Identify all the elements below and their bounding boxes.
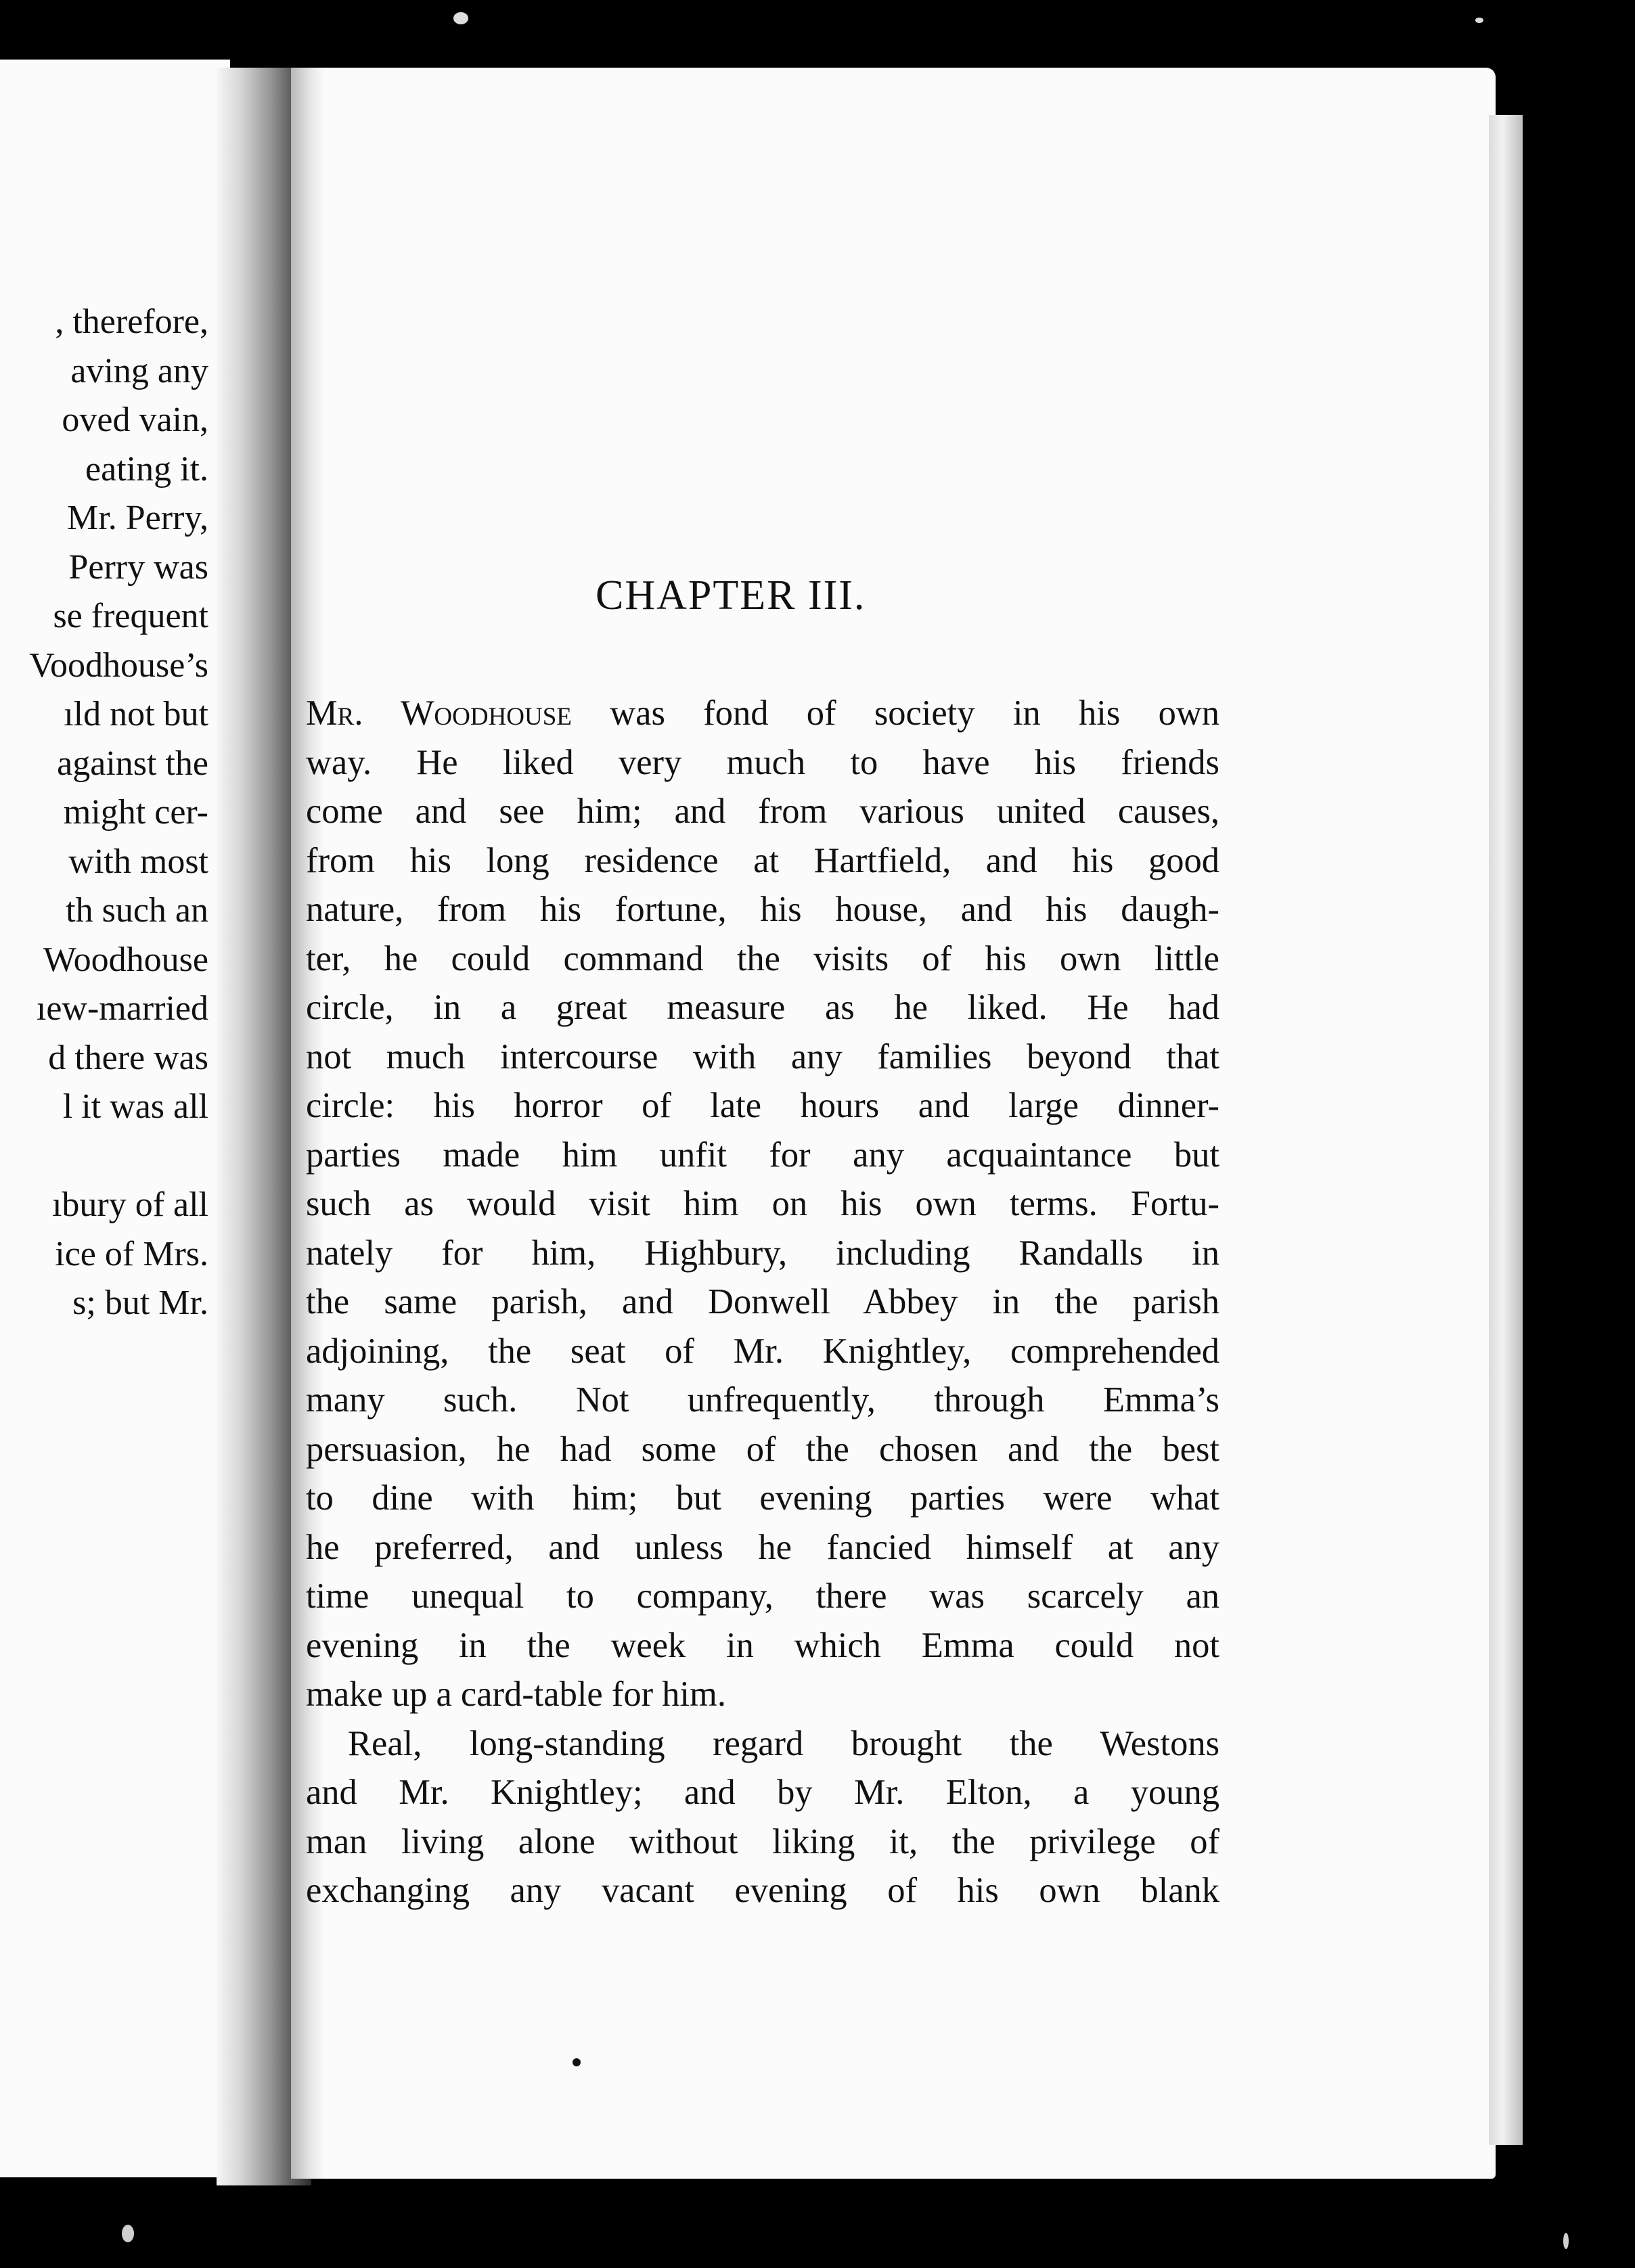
scan-speck: [1563, 2233, 1569, 2249]
left-line: ice of Mrs.: [55, 1234, 208, 1273]
left-line: se frequent: [53, 597, 208, 635]
left-line: Woodhouse: [43, 940, 208, 979]
body-line: he preferred, and unless he fancied himself at any: [306, 1527, 1219, 1567]
left-line: aving any: [70, 351, 208, 390]
body-line: circle, in a great measure as he liked. He had: [306, 988, 1219, 1027]
chapter-body: [306, 689, 1219, 1915]
body-line: Real, long-standing regard brought the Westons: [348, 1723, 1219, 1763]
body-line: time unequal to company, there was scarcely an: [306, 1577, 1219, 1616]
left-page-text: [0, 298, 208, 1328]
opening-name: Mr. Woodhouse: [306, 694, 572, 733]
body-line: way. He liked very much to have his friends: [306, 742, 1219, 782]
left-line: ıew-married: [36, 989, 208, 1028]
body-line: come and see him; and from various united causes,: [306, 792, 1219, 831]
left-line: , therefore,: [55, 302, 208, 341]
body-line: and Mr. Knightley; and by Mr. Elton, a young: [306, 1773, 1219, 1812]
left-line: ıld not but: [64, 695, 208, 733]
body-line: many such. Not unfrequently, through Emma’s: [306, 1380, 1219, 1420]
body-line: ter, he could command the visits of his own little: [306, 938, 1219, 978]
body-line: adjoining, the seat of Mr. Knightley, comprehended: [306, 1331, 1219, 1371]
left-line: th such an: [66, 891, 208, 930]
left-line: eating it.: [85, 449, 208, 489]
left-line: against the: [57, 744, 208, 783]
left-line: ıbury of all: [51, 1185, 208, 1224]
body-line: man living alone without liking it, the privilege of: [306, 1821, 1219, 1861]
body-line: the same parish, and Donwell Abbey in the parish: [306, 1282, 1219, 1321]
left-line: Voodhouse’s: [29, 645, 208, 685]
body-line: exchanging any vacant evening of his own blank: [306, 1871, 1219, 1910]
scan-speck: [122, 2225, 134, 2242]
body-line: circle: his horror of late hours and large dinner-: [306, 1086, 1219, 1125]
left-line: with most: [68, 842, 208, 881]
body-line: evening in the week in which Emma could not: [306, 1625, 1219, 1665]
left-line: s; but Mr.: [72, 1284, 208, 1322]
chapter-title: CHAPTER III.: [596, 572, 866, 618]
left-line: Perry was: [68, 547, 208, 587]
page-edge: [1489, 115, 1523, 2145]
left-line: oved vain,: [62, 401, 208, 439]
body-line: [306, 689, 1219, 738]
scan-speck: [453, 12, 468, 24]
body-line: from his long residence at Hartfield, and his good: [306, 840, 1219, 880]
scan-speck: [1475, 18, 1483, 23]
body-line: persuasion, he had some of the chosen and the best: [306, 1429, 1219, 1469]
body-line: nature, from his fortune, his house, and his daugh-: [306, 890, 1219, 929]
body-line: make up a card-table for him.: [306, 1675, 726, 1714]
body-line: not much intercourse with any families beyond that: [306, 1037, 1219, 1076]
left-line: Mr. Perry,: [67, 499, 208, 537]
ink-dot: [573, 2058, 581, 2066]
body-line-text: was fond of society in his own: [571, 694, 1220, 733]
body-line: parties made him unfit for any acquaintance but: [306, 1135, 1219, 1175]
left-line: might cer-: [63, 793, 208, 832]
body-line: nately for him, Highbury, including Randalls in: [306, 1233, 1219, 1273]
body-line: such as would visit him on his own terms. Fortu-: [306, 1184, 1219, 1223]
left-line: d there was: [48, 1038, 208, 1077]
body-line: to dine with him; but evening parties were what: [306, 1478, 1219, 1518]
left-line-blank: [0, 1132, 208, 1181]
left-line: l it was all: [62, 1087, 208, 1126]
